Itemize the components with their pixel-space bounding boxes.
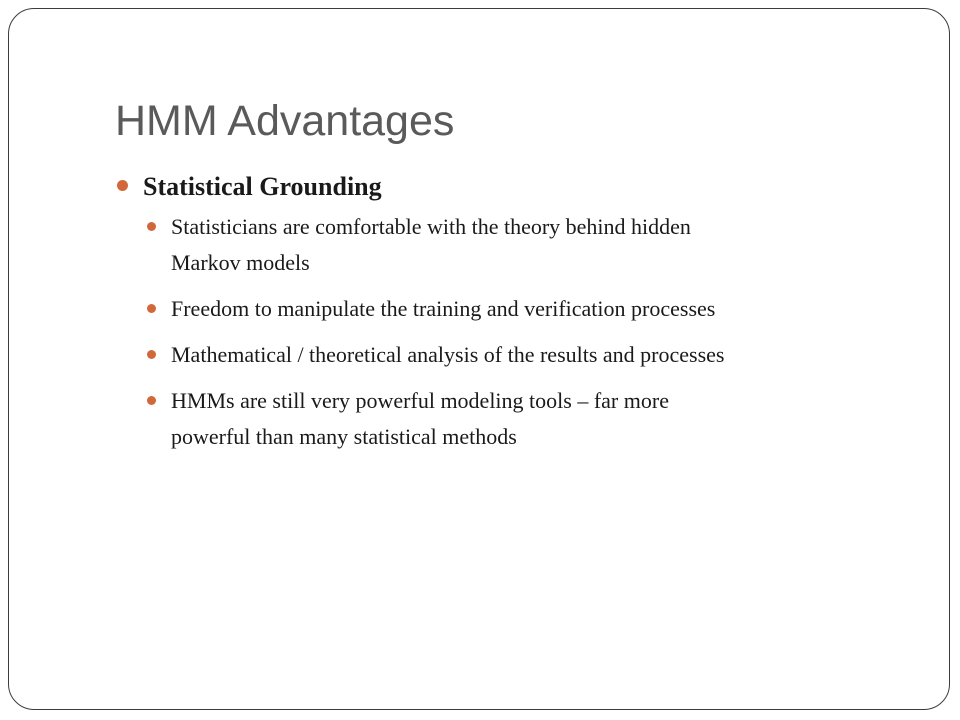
- bullet-dot-icon: [117, 180, 128, 191]
- sub-bullet-text: powerful than many statistical methods: [171, 424, 517, 449]
- sub-bullet-dot-icon: [147, 304, 156, 313]
- sub-bullet-statisticians: [143, 209, 905, 281]
- sub-bullet-freedom: [143, 291, 905, 327]
- sub-bullet-hmms-powerful: [143, 383, 905, 455]
- slide-content: [115, 165, 905, 465]
- sub-bullet-text: Statisticians are comfortable with the theory behind hidden: [171, 214, 691, 239]
- bullet-heading: Statistical Grounding: [143, 172, 382, 201]
- sub-bullet-text: Mathematical / theoretical analysis of the results and processes: [171, 342, 725, 367]
- sub-bullet-dot-icon: [147, 350, 156, 359]
- sub-bullet-list: [115, 209, 905, 455]
- sub-bullet-mathematical: [143, 337, 905, 373]
- slide-title: HMM Advantages: [115, 97, 455, 145]
- sub-bullet-text: HMMs are still very powerful modeling tools – far more: [171, 388, 669, 413]
- bullet-statistical-grounding: [115, 165, 905, 209]
- sub-bullet-dot-icon: [147, 222, 156, 231]
- slide-frame: [8, 8, 950, 710]
- sub-bullet-text: Markov models: [171, 250, 310, 275]
- sub-bullet-text: Freedom to manipulate the training and verification processes: [171, 296, 716, 321]
- sub-bullet-dot-icon: [147, 396, 156, 405]
